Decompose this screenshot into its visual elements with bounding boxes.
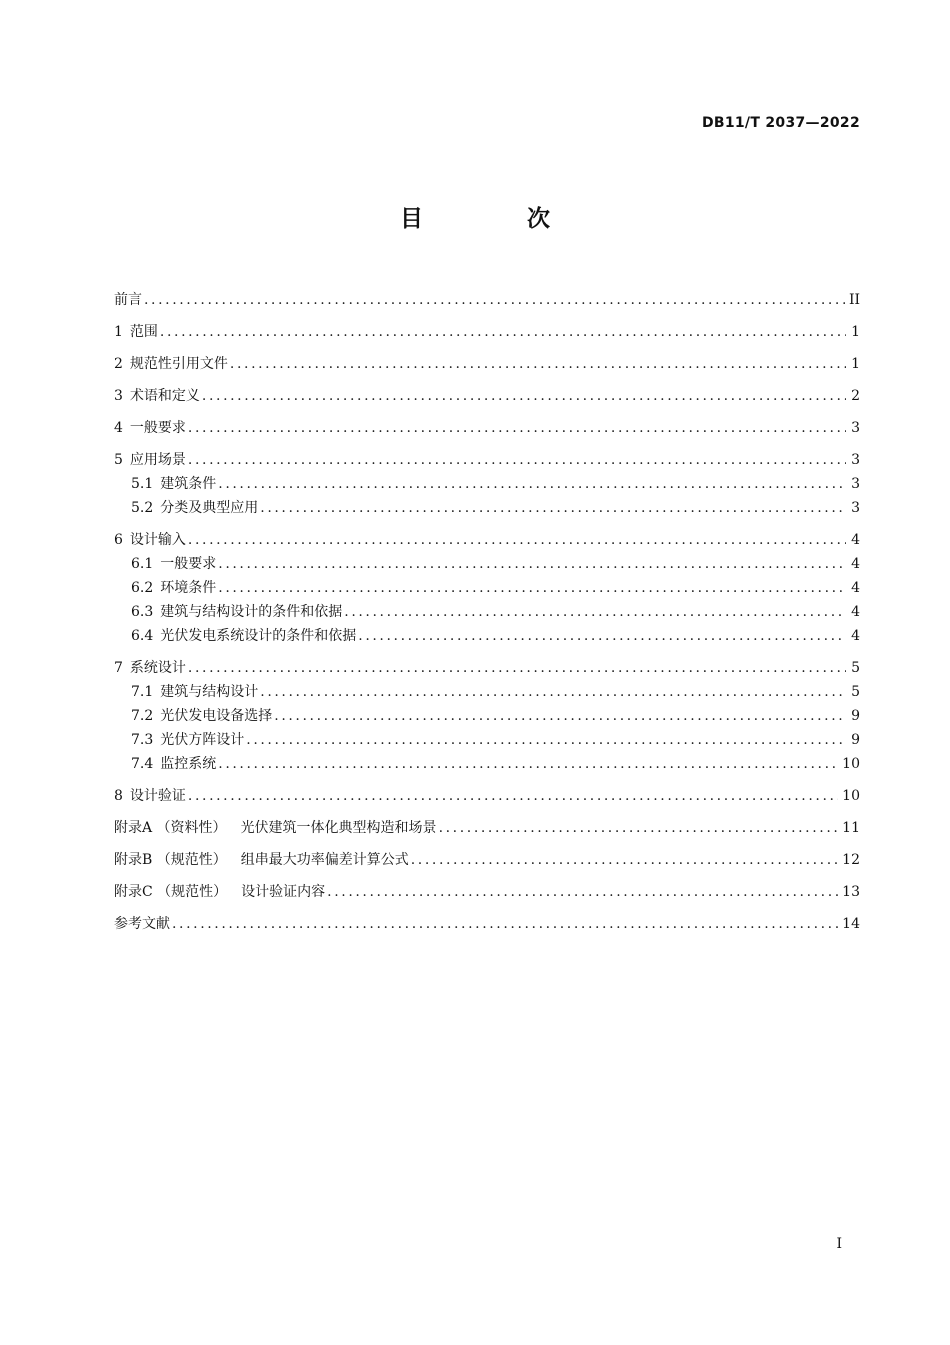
toc-entry-page: 14: [842, 916, 860, 932]
toc-leader-dots: [230, 352, 846, 376]
toc-entry-number: 3: [114, 388, 123, 404]
toc-entry-number: 4: [114, 420, 123, 436]
toc-leader-dots: [188, 448, 846, 472]
toc-entry-page: 3: [851, 452, 860, 468]
toc-title: 目 次: [399, 206, 598, 232]
toc-leader-dots: [358, 624, 846, 648]
toc-entry-page: 4: [851, 556, 860, 572]
toc-leader-dots: [188, 784, 838, 808]
toc-entry-8[interactable]: [114, 784, 860, 808]
toc-entry-number: 附录B （规范性）: [114, 852, 227, 868]
toc-entry-bibliography[interactable]: [114, 912, 860, 936]
toc-entry-page: 9: [851, 732, 860, 748]
toc-entry-number: 附录C （规范性）: [114, 884, 228, 900]
toc-entry-label: 术语和定义: [129, 388, 200, 404]
table-of-contents: [114, 288, 860, 936]
toc-entry-number: 7.1: [131, 684, 154, 700]
toc-entry-label: 光伏方阵设计: [160, 732, 245, 748]
toc-leader-dots: [218, 472, 846, 496]
toc-entry-number: 7: [114, 660, 123, 676]
toc-entry-2[interactable]: [114, 352, 860, 376]
toc-entry-label: 光伏建筑一体化典型构造和场景: [240, 820, 437, 836]
toc-entry-page: 2: [851, 388, 860, 404]
toc-entry-label: 建筑与结构设计的条件和依据: [160, 604, 343, 620]
toc-entry-number: 6.4: [131, 628, 154, 644]
toc-entry-7-4[interactable]: [114, 752, 860, 776]
toc-entry-appendix-c[interactable]: [114, 880, 860, 904]
toc-entry-6-4[interactable]: [114, 624, 860, 648]
toc-entry-number: 6.1: [131, 556, 154, 572]
toc-entry-5-2[interactable]: [114, 496, 860, 520]
toc-entry-label: 建筑与结构设计: [160, 684, 259, 700]
toc-leader-dots: [160, 320, 846, 344]
toc-entry-label: 光伏发电系统设计的条件和依据: [160, 628, 357, 644]
toc-leader-dots: [218, 576, 846, 600]
toc-entry-7-1[interactable]: [114, 680, 860, 704]
toc-leader-dots: [260, 680, 846, 704]
toc-entry-appendix-b[interactable]: [114, 848, 860, 872]
toc-entry-page: 9: [851, 708, 860, 724]
toc-entry-number: 6.2: [131, 580, 154, 596]
toc-entry-label: 分类及典型应用: [160, 500, 259, 516]
toc-entry-label: 光伏发电设备选择: [160, 708, 273, 724]
toc-entry-page: 1: [851, 324, 860, 340]
toc-entry-number: 2: [114, 356, 123, 372]
toc-leader-dots: [411, 848, 838, 872]
toc-entry-6-1[interactable]: [114, 552, 860, 576]
toc-entry-number: 8: [114, 788, 123, 804]
toc-entry-label: 设计验证: [129, 788, 186, 804]
toc-entry-6-3[interactable]: [114, 600, 860, 624]
toc-entry-1[interactable]: [114, 320, 860, 344]
toc-entry-number: 5: [114, 452, 123, 468]
toc-entry-page: 5: [851, 684, 860, 700]
toc-leader-dots: [439, 816, 839, 840]
toc-leader-dots: [188, 656, 846, 680]
toc-entry-number: 7.3: [131, 732, 154, 748]
toc-entry-page: 13: [842, 884, 860, 900]
toc-entry-page: 10: [842, 788, 860, 804]
toc-entry-label: 设计输入: [129, 532, 186, 548]
toc-entry-number: 5.1: [131, 476, 154, 492]
toc-entry-page: II: [848, 292, 860, 308]
toc-entry-page: 12: [842, 852, 860, 868]
toc-entry-number: 1: [114, 324, 123, 340]
document-code: DB11/T 2037—2022: [701, 115, 860, 131]
toc-entry-7-2[interactable]: [114, 704, 860, 728]
toc-entry-6-2[interactable]: [114, 576, 860, 600]
toc-entry-label: 环境条件: [160, 580, 217, 596]
toc-entry-number: 5.2: [131, 500, 154, 516]
toc-entry-page: 3: [851, 420, 860, 436]
toc-entry-appendix-a[interactable]: [114, 816, 860, 840]
toc-entry-label: 组串最大功率偏差计算公式: [240, 852, 409, 868]
toc-leader-dots: [344, 600, 846, 624]
toc-entry-3[interactable]: [114, 384, 860, 408]
toc-leader-dots: [327, 880, 838, 904]
toc-entry-page: 4: [851, 580, 860, 596]
toc-leader-dots: [218, 752, 838, 776]
toc-entry-label: 前言: [114, 292, 142, 308]
toc-entry-page: 1: [851, 356, 860, 372]
toc-entry-number: 6: [114, 532, 123, 548]
toc-entry-page: 11: [842, 820, 860, 836]
toc-entry-page: 4: [851, 604, 860, 620]
toc-entry-page: 3: [851, 500, 860, 516]
toc-entry-label: 规范性引用文件: [129, 356, 228, 372]
toc-entry-label: 一般要求: [129, 420, 186, 436]
toc-entry-page: 5: [851, 660, 860, 676]
page-number: I: [836, 1236, 842, 1252]
toc-entry-label: 一般要求: [160, 556, 217, 572]
toc-leader-dots: [144, 288, 845, 312]
toc-entry-4[interactable]: [114, 416, 860, 440]
toc-entry-6[interactable]: [114, 528, 860, 552]
toc-entry-label: 设计验证内容: [241, 884, 326, 900]
toc-entry-7-3[interactable]: [114, 728, 860, 752]
toc-entry-number: 6.3: [131, 604, 154, 620]
toc-leader-dots: [172, 912, 838, 936]
toc-entry-label: 应用场景: [129, 452, 186, 468]
toc-leader-dots: [274, 704, 846, 728]
toc-entry-page: 10: [842, 756, 860, 772]
toc-leader-dots: [218, 552, 846, 576]
toc-leader-dots: [188, 528, 846, 552]
toc-entry-number: 附录A （资料性）: [114, 820, 227, 836]
toc-leader-dots: [202, 384, 846, 408]
toc-entry-number: 7.2: [131, 708, 154, 724]
toc-entry-7[interactable]: [114, 656, 860, 680]
toc-entry-page: 3: [851, 476, 860, 492]
toc-leader-dots: [188, 416, 846, 440]
toc-leader-dots: [246, 728, 846, 752]
toc-entry-foreword[interactable]: [114, 288, 860, 312]
toc-entry-page: 4: [851, 532, 860, 548]
toc-entry-5-1[interactable]: [114, 472, 860, 496]
toc-entry-number: 7.4: [131, 756, 154, 772]
toc-entry-label: 参考文献: [114, 916, 170, 932]
toc-entry-label: 系统设计: [129, 660, 186, 676]
toc-entry-page: 4: [851, 628, 860, 644]
toc-entry-5[interactable]: [114, 448, 860, 472]
toc-entry-label: 范围: [129, 324, 158, 340]
toc-entry-label: 建筑条件: [160, 476, 217, 492]
toc-entry-label: 监控系统: [160, 756, 217, 772]
toc-leader-dots: [260, 496, 846, 520]
